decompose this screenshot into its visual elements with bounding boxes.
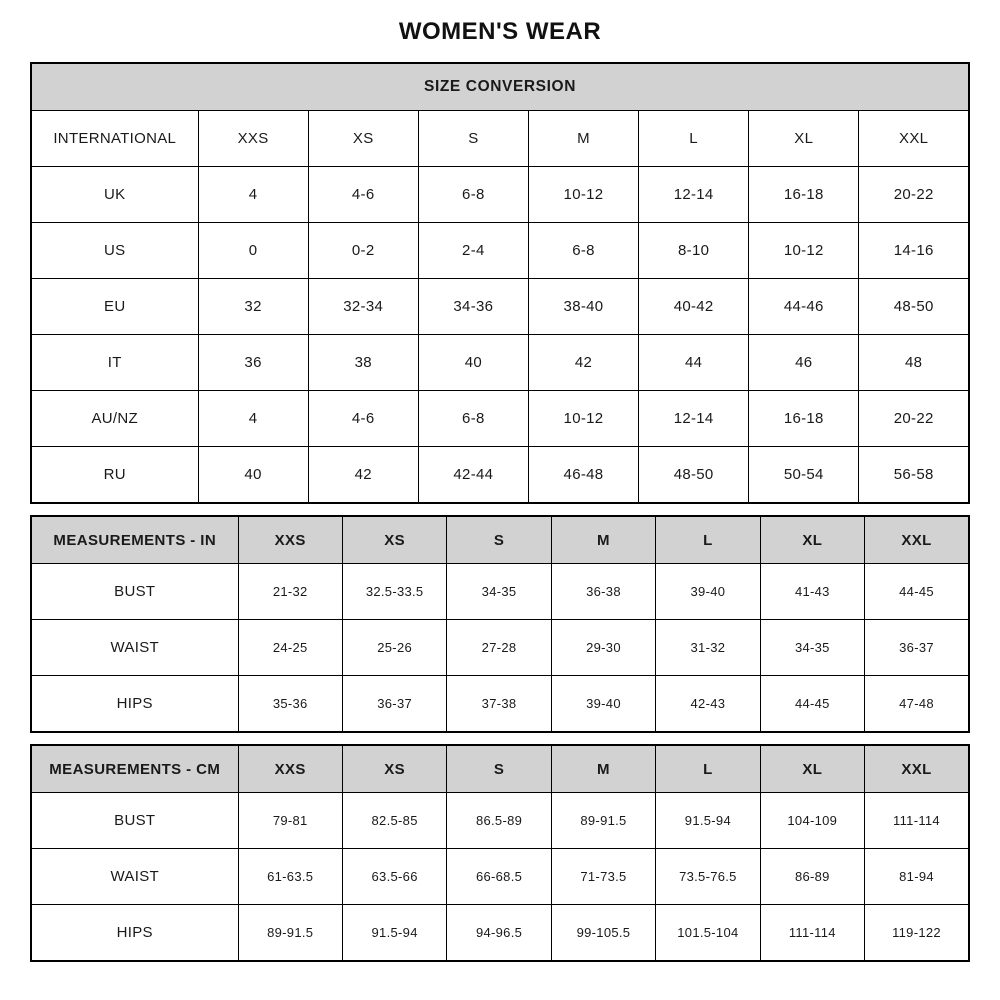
value-cell: 111-114 [760, 905, 864, 962]
table-row [31, 111, 969, 167]
size-conversion-table [30, 62, 970, 504]
size-column-header: XL [760, 745, 864, 793]
table-banner-row [31, 63, 969, 111]
value-cell: 4 [198, 391, 308, 447]
value-cell: 48-50 [859, 279, 969, 335]
value-cell: 37-38 [447, 676, 551, 733]
value-cell: 39-40 [551, 676, 655, 733]
value-cell: 6-8 [418, 167, 528, 223]
value-cell: 36 [198, 335, 308, 391]
value-cell: 42 [528, 335, 638, 391]
value-cell: 91.5-94 [656, 793, 760, 849]
table-row [31, 564, 969, 620]
size-chart-page [30, 0, 970, 962]
row-label: RU [31, 447, 198, 504]
size-column-header: M [551, 745, 655, 793]
table-row [31, 167, 969, 223]
size-column-header: XS [342, 516, 446, 564]
row-label: WAIST [31, 620, 238, 676]
value-cell: 56-58 [859, 447, 969, 504]
value-cell: 44 [639, 335, 749, 391]
value-cell: 40-42 [639, 279, 749, 335]
size-column-header: XXS [238, 516, 342, 564]
value-cell: L [639, 111, 749, 167]
value-cell: 27-28 [447, 620, 551, 676]
value-cell: 111-114 [865, 793, 969, 849]
row-label: EU [31, 279, 198, 335]
size-column-header: L [656, 516, 760, 564]
value-cell: 10-12 [528, 167, 638, 223]
table-row [31, 391, 969, 447]
value-cell: 47-48 [865, 676, 969, 733]
value-cell: 20-22 [859, 167, 969, 223]
size-column-header: S [447, 745, 551, 793]
size-column-header: XL [760, 516, 864, 564]
value-cell: 46-48 [528, 447, 638, 504]
value-cell: 61-63.5 [238, 849, 342, 905]
value-cell: 94-96.5 [447, 905, 551, 962]
value-cell: 6-8 [528, 223, 638, 279]
value-cell: 40 [418, 335, 528, 391]
value-cell: 89-91.5 [551, 793, 655, 849]
value-cell: 2-4 [418, 223, 528, 279]
value-cell: 0 [198, 223, 308, 279]
value-cell: 16-18 [749, 391, 859, 447]
value-cell: 99-105.5 [551, 905, 655, 962]
row-label: HIPS [31, 676, 238, 733]
table-row [31, 676, 969, 733]
value-cell: 50-54 [749, 447, 859, 504]
size-column-header: M [551, 516, 655, 564]
value-cell: 66-68.5 [447, 849, 551, 905]
value-cell: 48-50 [639, 447, 749, 504]
value-cell: 71-73.5 [551, 849, 655, 905]
value-cell: 35-36 [238, 676, 342, 733]
size-column-header: XXL [865, 745, 969, 793]
value-cell: 16-18 [749, 167, 859, 223]
value-cell: 29-30 [551, 620, 655, 676]
value-cell: 44-46 [749, 279, 859, 335]
value-cell: 36-37 [342, 676, 446, 733]
size-column-header: XXL [865, 516, 969, 564]
table-row [31, 849, 969, 905]
table-row [31, 335, 969, 391]
value-cell: 48 [859, 335, 969, 391]
row-label: WAIST [31, 849, 238, 905]
table-row [31, 905, 969, 962]
value-cell: 21-32 [238, 564, 342, 620]
measurements-cm-table [30, 744, 970, 962]
row-label: HIPS [31, 905, 238, 962]
value-cell: 104-109 [760, 793, 864, 849]
size-column-header: L [656, 745, 760, 793]
table-row [31, 793, 969, 849]
value-cell: 10-12 [528, 391, 638, 447]
value-cell: 32.5-33.5 [342, 564, 446, 620]
value-cell: 32-34 [308, 279, 418, 335]
value-cell: 42-44 [418, 447, 528, 504]
row-label: UK [31, 167, 198, 223]
value-cell: 34-36 [418, 279, 528, 335]
value-cell: 42 [308, 447, 418, 504]
table-row [31, 447, 969, 504]
value-cell: 41-43 [760, 564, 864, 620]
value-cell: 4-6 [308, 391, 418, 447]
size_conversion-title: SIZE CONVERSION [31, 63, 969, 111]
value-cell: 38 [308, 335, 418, 391]
value-cell: XS [308, 111, 418, 167]
value-cell: S [418, 111, 528, 167]
value-cell: 8-10 [639, 223, 749, 279]
value-cell: 14-16 [859, 223, 969, 279]
value-cell: 81-94 [865, 849, 969, 905]
value-cell: XL [749, 111, 859, 167]
value-cell: 119-122 [865, 905, 969, 962]
value-cell: 12-14 [639, 167, 749, 223]
value-cell: 4 [198, 167, 308, 223]
value-cell: 39-40 [656, 564, 760, 620]
page-title: WOMEN'S WEAR [398, 18, 602, 45]
value-cell: 4-6 [308, 167, 418, 223]
value-cell: 10-12 [749, 223, 859, 279]
row-label: BUST [31, 793, 238, 849]
value-cell: 34-35 [760, 620, 864, 676]
value-cell: 24-25 [238, 620, 342, 676]
value-cell: 46 [749, 335, 859, 391]
size-column-header: S [447, 516, 551, 564]
table-row [31, 279, 969, 335]
value-cell: M [528, 111, 638, 167]
size-column-header: XXS [238, 745, 342, 793]
row-label: BUST [31, 564, 238, 620]
size-column-header: XS [342, 745, 446, 793]
value-cell: 20-22 [859, 391, 969, 447]
value-cell: XXS [198, 111, 308, 167]
measurements_cm-header-label: MEASUREMENTS - CM [31, 745, 238, 793]
value-cell: 89-91.5 [238, 905, 342, 962]
row-label: IT [31, 335, 198, 391]
measurements-in-table [30, 515, 970, 733]
value-cell: 91.5-94 [342, 905, 446, 962]
value-cell: 44-45 [865, 564, 969, 620]
row-label: US [31, 223, 198, 279]
value-cell: 32 [198, 279, 308, 335]
value-cell: 63.5-66 [342, 849, 446, 905]
value-cell: 36-38 [551, 564, 655, 620]
value-cell: 31-32 [656, 620, 760, 676]
row-label: AU/NZ [31, 391, 198, 447]
value-cell: 34-35 [447, 564, 551, 620]
table-row [31, 620, 969, 676]
value-cell: 86.5-89 [447, 793, 551, 849]
value-cell: 12-14 [639, 391, 749, 447]
value-cell: 101.5-104 [656, 905, 760, 962]
table-header-row [31, 745, 969, 793]
value-cell: 0-2 [308, 223, 418, 279]
value-cell: 38-40 [528, 279, 638, 335]
measurements_in-header-label: MEASUREMENTS - IN [31, 516, 238, 564]
value-cell: 86-89 [760, 849, 864, 905]
table-header-row [31, 516, 969, 564]
value-cell: XXL [859, 111, 969, 167]
value-cell: 36-37 [865, 620, 969, 676]
value-cell: 82.5-85 [342, 793, 446, 849]
value-cell: 79-81 [238, 793, 342, 849]
value-cell: 25-26 [342, 620, 446, 676]
value-cell: 6-8 [418, 391, 528, 447]
value-cell: 73.5-76.5 [656, 849, 760, 905]
value-cell: 40 [198, 447, 308, 504]
value-cell: 44-45 [760, 676, 864, 733]
row-label: INTERNATIONAL [31, 111, 198, 167]
value-cell: 42-43 [656, 676, 760, 733]
table-row [31, 223, 969, 279]
